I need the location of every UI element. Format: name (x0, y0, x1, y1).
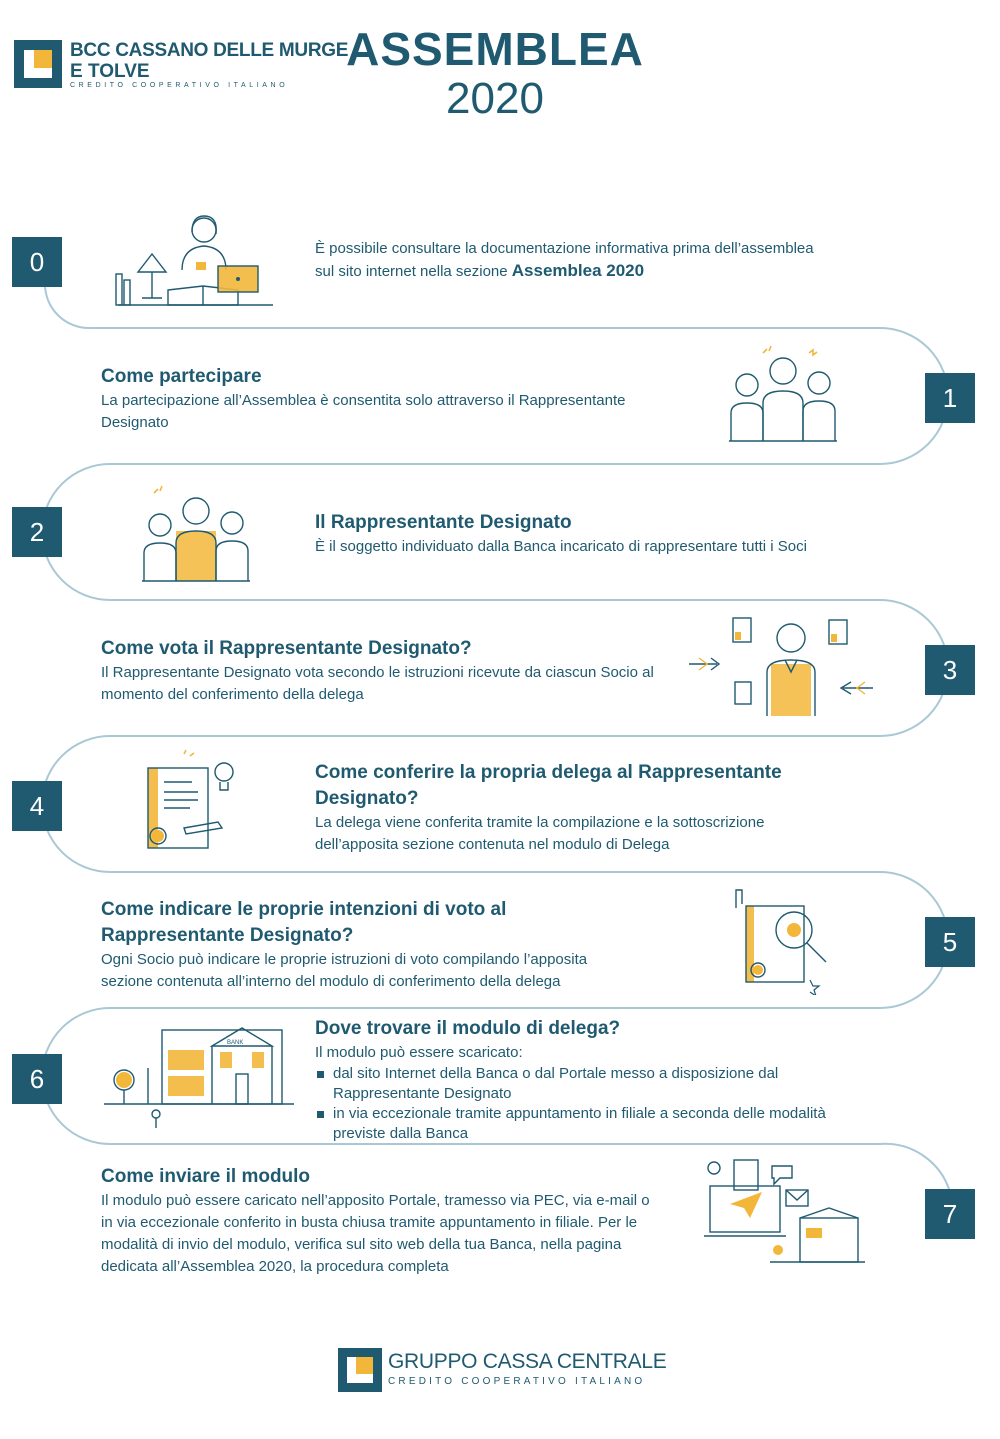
people-group-icon (725, 345, 840, 445)
step-7-text (101, 1164, 661, 1278)
step-3-title: Come vota il Rappresentante Designato? (101, 638, 472, 659)
step-5-text (101, 897, 641, 993)
step-6-bullets (315, 1064, 875, 1144)
step-number-0: 0 (12, 237, 62, 287)
step-number-3: 3 (925, 645, 975, 695)
step-number-7: 7 (925, 1189, 975, 1239)
step-6-text (315, 1016, 875, 1144)
step-6-title: Dove trovare il modulo di delega? (315, 1018, 621, 1039)
gcc-logo-mark (338, 1348, 382, 1392)
step-3-text (101, 636, 681, 706)
representative-group-icon (138, 485, 253, 585)
send-module-icon (700, 1156, 865, 1268)
step-1-body: La partecipazione all’Assemblea è consentita solo attraverso il Rappresentante Designato (101, 392, 626, 431)
step-6-bullet-2: in via eccezionale tramite appuntamento in filiale a seconda delle modalità previste dalla Banca (315, 1104, 875, 1144)
step-7-body: Il modulo può essere caricato nell’apposito Portale, tramesso via PEC, via e-mail o in via eccezionale conferito in busta chiusa tramite appuntamento in filiale. Per le modalità di invio del modulo, verifica sul sito web della tua Banca, nella pagina dedicata all’Assemblea 2020, la procedura completa (101, 1192, 650, 1275)
step-number-4: 4 (12, 781, 62, 831)
step-0-highlight: Assemblea 2020 (511, 261, 645, 280)
sign-document-icon (140, 748, 255, 858)
page-title: ASSEMBLEA (346, 23, 644, 75)
step-3-body: Il Rappresentante Designato vota secondo le istruzioni ricevute da ciascun Socio al momento del conferimento della delega (101, 664, 654, 703)
delegate-voting-icon (683, 612, 883, 722)
woman-studying-icon (108, 210, 278, 310)
step-1-title: Come partecipare (101, 366, 262, 387)
bank-building-icon (104, 1018, 294, 1128)
gruppo-cassa-centrale-logo (338, 1348, 667, 1394)
page-year: 2020 (446, 74, 544, 123)
step-5-body: Ogni Socio può indicare le proprie istruzioni di voto compilando l’apposita sezione contenuta all’interno del modulo di conferimento della delega (101, 951, 588, 990)
step-7-title: Come inviare il modulo (101, 1166, 311, 1187)
step-0-text (315, 238, 875, 283)
bcc-logo-tagline: CREDITO COOPERATIVO ITALIANO (70, 82, 289, 89)
bcc-logo-line1: BCC CASSANO DELLE MURGE (70, 40, 349, 61)
step-6-body: Il modulo può essere scaricato: (315, 1044, 523, 1061)
step-2-title: Il Rappresentante Designato (315, 512, 572, 533)
step-1-text (101, 364, 681, 434)
step-6-bullet-1: dal sito Internet della Banca o dal Portale messo a disposizione dal Rappresentante Designato (315, 1064, 875, 1104)
voting-intentions-icon (730, 880, 840, 995)
step-number-1: 1 (925, 373, 975, 423)
gcc-logo-tagline: CREDITO COOPERATIVO ITALIANO (388, 1376, 646, 1387)
step-0-line2: sul sito internet nella sezione Assemblea 2020 (315, 261, 645, 280)
step-number-5: 5 (925, 917, 975, 967)
bank-sign: BANK (227, 1040, 244, 1046)
step-4-text (315, 760, 815, 856)
step-2-body: È il soggetto individuato dalla Banca incaricato di rappresentare tutti i Soci (315, 538, 807, 555)
step-number-6: 6 (12, 1054, 62, 1104)
step-2-text (315, 510, 895, 558)
step-4-title: Come conferire la propria delega al Rappresentante Designato? (315, 762, 782, 809)
bcc-logo-line2: E TOLVE (70, 61, 150, 82)
step-number-2: 2 (12, 507, 62, 557)
step-4-body: La delega viene conferita tramite la compilazione e la sottoscrizione dell’apposita sezione contenuta nel modulo di Delega (315, 814, 765, 853)
step-5-title: Come indicare le proprie intenzioni di voto al Rappresentante Designato? (101, 899, 507, 946)
step-0-line1: È possibile consultare la documentazione informativa prima dell’assemblea (315, 240, 814, 257)
gcc-logo-line1: GRUPPO CASSA CENTRALE (388, 1350, 667, 1373)
